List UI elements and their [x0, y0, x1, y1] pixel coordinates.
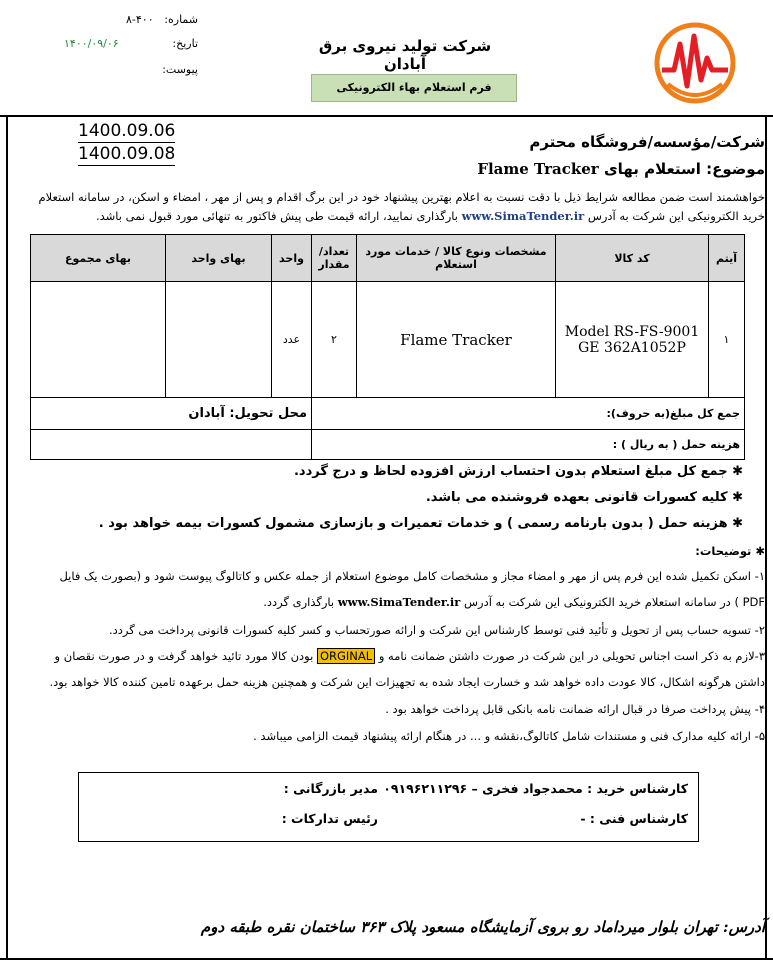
- intro-text-b: بارگذاری نمایید، ارائه قیمت طی پیش فاکتور به تنهائی مورد قبول نمی باشد.: [95, 209, 458, 223]
- company-logo-icon: [654, 22, 736, 104]
- note-1b-post: بارگذاری گردد.: [263, 595, 335, 609]
- notes-title: ✱ توضیحات:: [695, 544, 765, 558]
- note-4: ۴- پیش پرداخت صرفا در قبال ارائه ضمانت نامه بانکی قابل پرداخت خواهد بود .: [385, 702, 765, 716]
- attachment-label: پیوست:: [162, 63, 198, 76]
- note-3a-pre: ۳-لازم به ذکر است اجناس تحویلی در این شرکت در صورت داشتن ضمانت نامه و: [378, 649, 765, 663]
- date-value: ۱۴۰۰/۰۹/۰۶: [64, 37, 119, 50]
- note-3a-post: بودن کالا مورد تائید خواهد گرفت و در صورت نقصان و: [54, 649, 314, 663]
- table-row: [31, 282, 745, 398]
- subject: [477, 160, 765, 178]
- bullet-3: ✱ هزینه حمل ( بدون بارنامه رسمی ) و خدمات تعمیرات و بازسازی مشمول کسورات بیمه خواهد بود .: [98, 516, 743, 531]
- col-unit-price: بهای واحد: [166, 235, 272, 282]
- recipient: شرکت/مؤسسه/فروشگاه محترم: [529, 133, 765, 151]
- page-border-right: [765, 115, 767, 958]
- note-1b: [6, 592, 765, 612]
- col-unit: واحد: [272, 235, 312, 282]
- number-value: ۸-۴۰۰: [126, 13, 154, 26]
- shipping-label: هزینه حمل ( به ریال ) :: [312, 430, 745, 460]
- form-title: فرم استعلام بهاء الکترونیکی: [311, 74, 517, 102]
- note-3b: داشتن هرگونه اشکال، کالا عودت داده خواهد شد و خسارت ایجاد شده به تجهیزات این شرکت و همچنین هزینه حمل برعهده تامین کننده کالا خواهد بود.: [49, 675, 765, 689]
- header-divider: [0, 115, 773, 117]
- note-3a: [6, 646, 765, 666]
- bullet-1: ✱ جمع کل مبلغ استعلام بدون احتساب ارزش افزوده لحاظ و درج گردد.: [293, 464, 743, 479]
- bullet-3-text: هزینه حمل ( بدون بارنامه رسمی ) و خدمات تعمیرات و بازسازی مشمول کسورات بیمه خواهد بود .: [98, 516, 728, 531]
- note-1a: ۱- اسکن تکمیل شده این فرم پس از مهر و امضاء مجاز و مشخصات کامل موضوع استعلام از جمله عکس و کاتالوگ پیوست شود و (بصورت یک فایل: [59, 569, 765, 583]
- subject-item: Flame Tracker: [477, 160, 599, 178]
- subject-prefix: موضوع: استعلام بهای: [603, 160, 765, 178]
- cell-code: [556, 282, 709, 398]
- commercial-manager: مدیر بازرگانی :: [283, 781, 378, 796]
- date-stamp-2: 1400.09.08: [78, 144, 176, 164]
- shipping-row: [31, 430, 745, 460]
- buyer-contact: کارشناس خرید : محمدجواد فخری – ۰۹۱۹۶۲۱۱۲۹۶: [383, 781, 688, 796]
- note-2: ۲- تسویه حساب پس از تحویل و تأئید فنی توسط کارشناس این شرکت و ارائه صورتحساب و کسر کلیه کسورات قانونی پرداخت می گردد.: [108, 623, 765, 637]
- col-code: کد کالا: [556, 235, 709, 282]
- delivery-location: محل تحویل: آبادان: [31, 398, 312, 430]
- cell-unit: عدد: [272, 282, 312, 398]
- cell-description: Flame Tracker: [357, 282, 556, 398]
- address: آدرس: تهران بلوار میرداماد رو بروی آزمایشگاه مسعود پلاک ۳۶۳ ساختمان نقره طبقه دوم: [200, 918, 765, 936]
- page-border-left: [6, 115, 8, 958]
- bullet-2-text: کلیه کسورات قانونی بعهده فروشنده می باشد.: [425, 490, 728, 505]
- code-line-1: Model RS-FS-9001: [564, 323, 700, 340]
- date-label: تاریخ:: [172, 37, 198, 50]
- page-border-bottom: [0, 958, 773, 960]
- procurement-head: رئیس تدارکات :: [281, 811, 378, 826]
- company-name: شرکت تولید نیروی برق آبادان: [318, 37, 492, 73]
- number-label: شماره:: [164, 13, 198, 26]
- intro-line-1: خواهشمند است ضمن مطالعه شرایط ذیل با دقت نسبت به اعلام بهترین پیشنهاد خود در این برگ اقدام و پس از مهر ، امضاء و اسکن، در سامانه استعلام: [38, 190, 765, 204]
- contacts-box: [78, 772, 699, 842]
- shipping-value[interactable]: [31, 430, 312, 460]
- intro-text-a: خرید الکترونیکی این شرکت به آدرس: [587, 209, 765, 223]
- technical-contact: کارشناس فنی : -: [580, 811, 688, 826]
- col-item: آیتم: [709, 235, 745, 282]
- date-stamp-1: 1400.09.06: [78, 121, 176, 141]
- items-table: [30, 234, 745, 460]
- intro-line-2: [6, 207, 765, 226]
- intro-url-link[interactable]: www.SimaTender.ir: [461, 209, 585, 223]
- note-1b-url[interactable]: www.SimaTender.ir: [337, 595, 461, 609]
- note-3a-highlight: ORGINAL: [317, 648, 375, 664]
- col-description: مشخصات ونوع کالا / خدمات مورد استعلام: [357, 235, 556, 282]
- cell-total[interactable]: [31, 282, 166, 398]
- cell-item: ۱: [709, 282, 745, 398]
- table-header-row: [31, 235, 745, 282]
- code-line-2: GE 362A1052P: [578, 339, 686, 356]
- col-total: بهای مجموع: [31, 235, 166, 282]
- total-words-row: [31, 398, 745, 430]
- total-words-label: جمع کل مبلغ(به حروف):: [312, 398, 745, 430]
- notes-title-text: توضیحات:: [695, 544, 752, 558]
- note-5: ۵- ارائه کلیه مدارک فنی و مستندات شامل کاتالوگ،نقشه و ... در هنگام ارائه پیشنهاد قیمت الزامی میباشد .: [253, 729, 765, 743]
- date-stamps: [78, 120, 175, 166]
- bullet-2: ✱ کلیه کسورات قانونی بعهده فروشنده می باشد.: [425, 490, 743, 505]
- intro-paragraph: [6, 188, 765, 226]
- note-1b-pre: PDF ) در سامانه استعلام خرید الکترونیکی این شرکت به آدرس: [463, 595, 765, 609]
- cell-qty: ۲: [312, 282, 357, 398]
- cell-unit-price[interactable]: [166, 282, 272, 398]
- col-qty: تعداد/ مقدار: [312, 235, 357, 282]
- bullet-1-text: جمع کل مبلغ استعلام بدون احتساب ارزش افزوده لحاظ و درج گردد.: [293, 464, 728, 479]
